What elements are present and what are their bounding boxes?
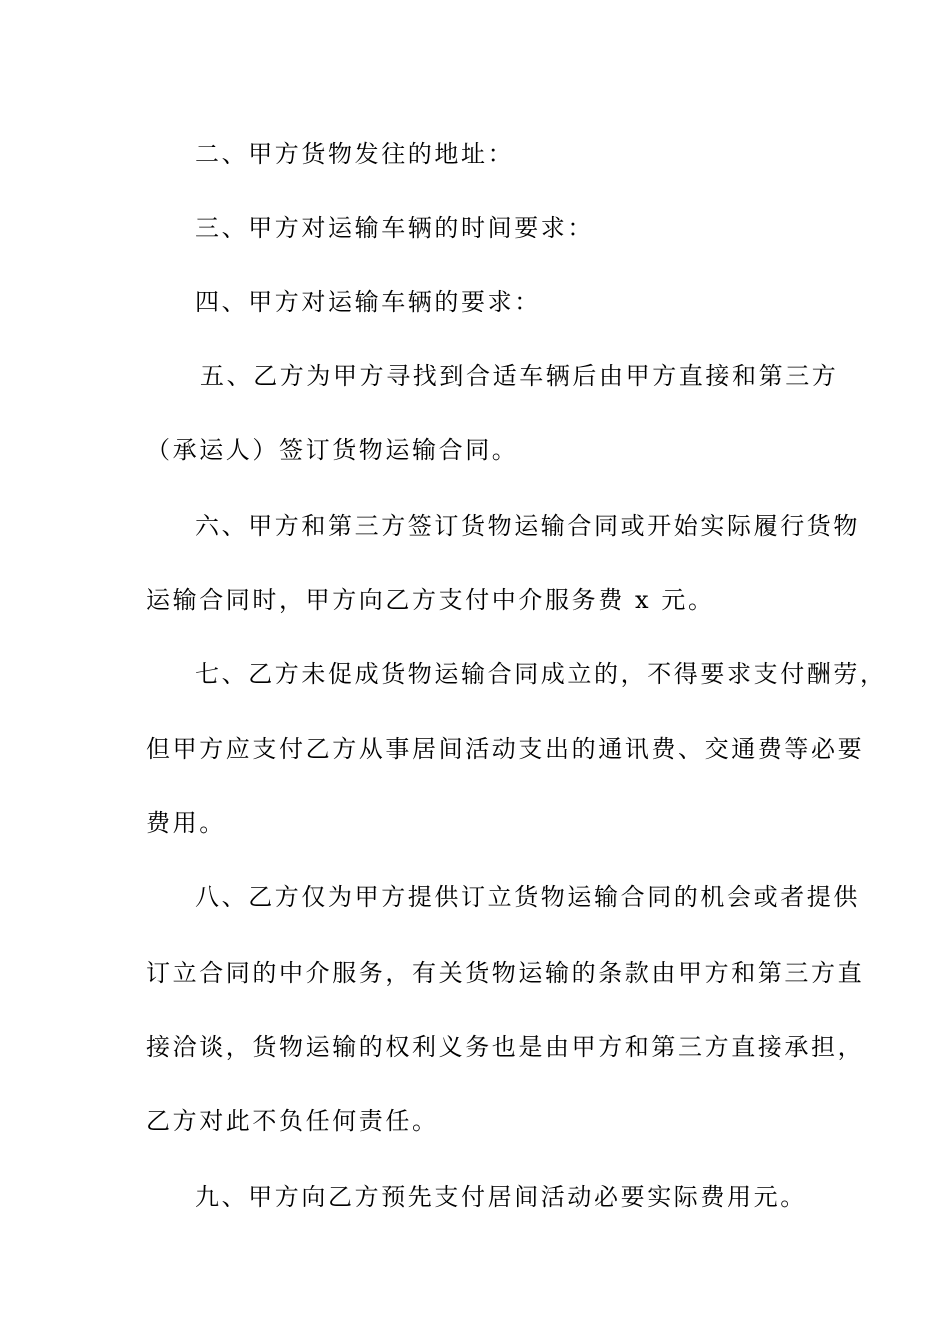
clause-9-line-1: 九、甲方向乙方预先支付居间活动必要实际费用元。 (195, 1183, 807, 1211)
clause-4-line-1: 四、甲方对运输车辆的要求： (195, 288, 541, 316)
clause-3-line-1: 三、甲方对运输车辆的时间要求： (195, 214, 594, 242)
clause-6-line-2: 运输合同时，甲方向乙方支付中介服务费 x 元。 (146, 586, 715, 614)
clause-8-line-1: 八、乙方仅为甲方提供订立货物运输合同的机会或者提供 (195, 883, 860, 911)
clause-5-line-2: （承运人）签订货物运输合同。 (146, 436, 519, 464)
clause-2-line-1: 二、甲方货物发往的地址： (195, 140, 515, 168)
clause-7-line-1: 七、乙方未促成货物运输合同成立的，不得要求支付酬劳， (195, 660, 887, 688)
clause-7-line-2: 但甲方应支付乙方从事居间活动支出的通讯费、交通费等必要 (146, 735, 865, 763)
clause-7-line-3: 费用。 (146, 809, 226, 837)
clause-8-line-3: 接洽谈，货物运输的权利义务也是由甲方和第三方直接承担， (146, 1033, 865, 1061)
clause-6-line-1: 六、甲方和第三方签订货物运输合同或开始实际履行货物 (195, 512, 860, 540)
clause-8-line-4: 乙方对此不负任何责任。 (146, 1107, 439, 1135)
clause-5-line-1: 五、乙方为甲方寻找到合适车辆后由甲方直接和第三方 (200, 362, 839, 390)
clause-8-line-2: 订立合同的中介服务，有关货物运输的条款由甲方和第三方直 (146, 959, 865, 987)
